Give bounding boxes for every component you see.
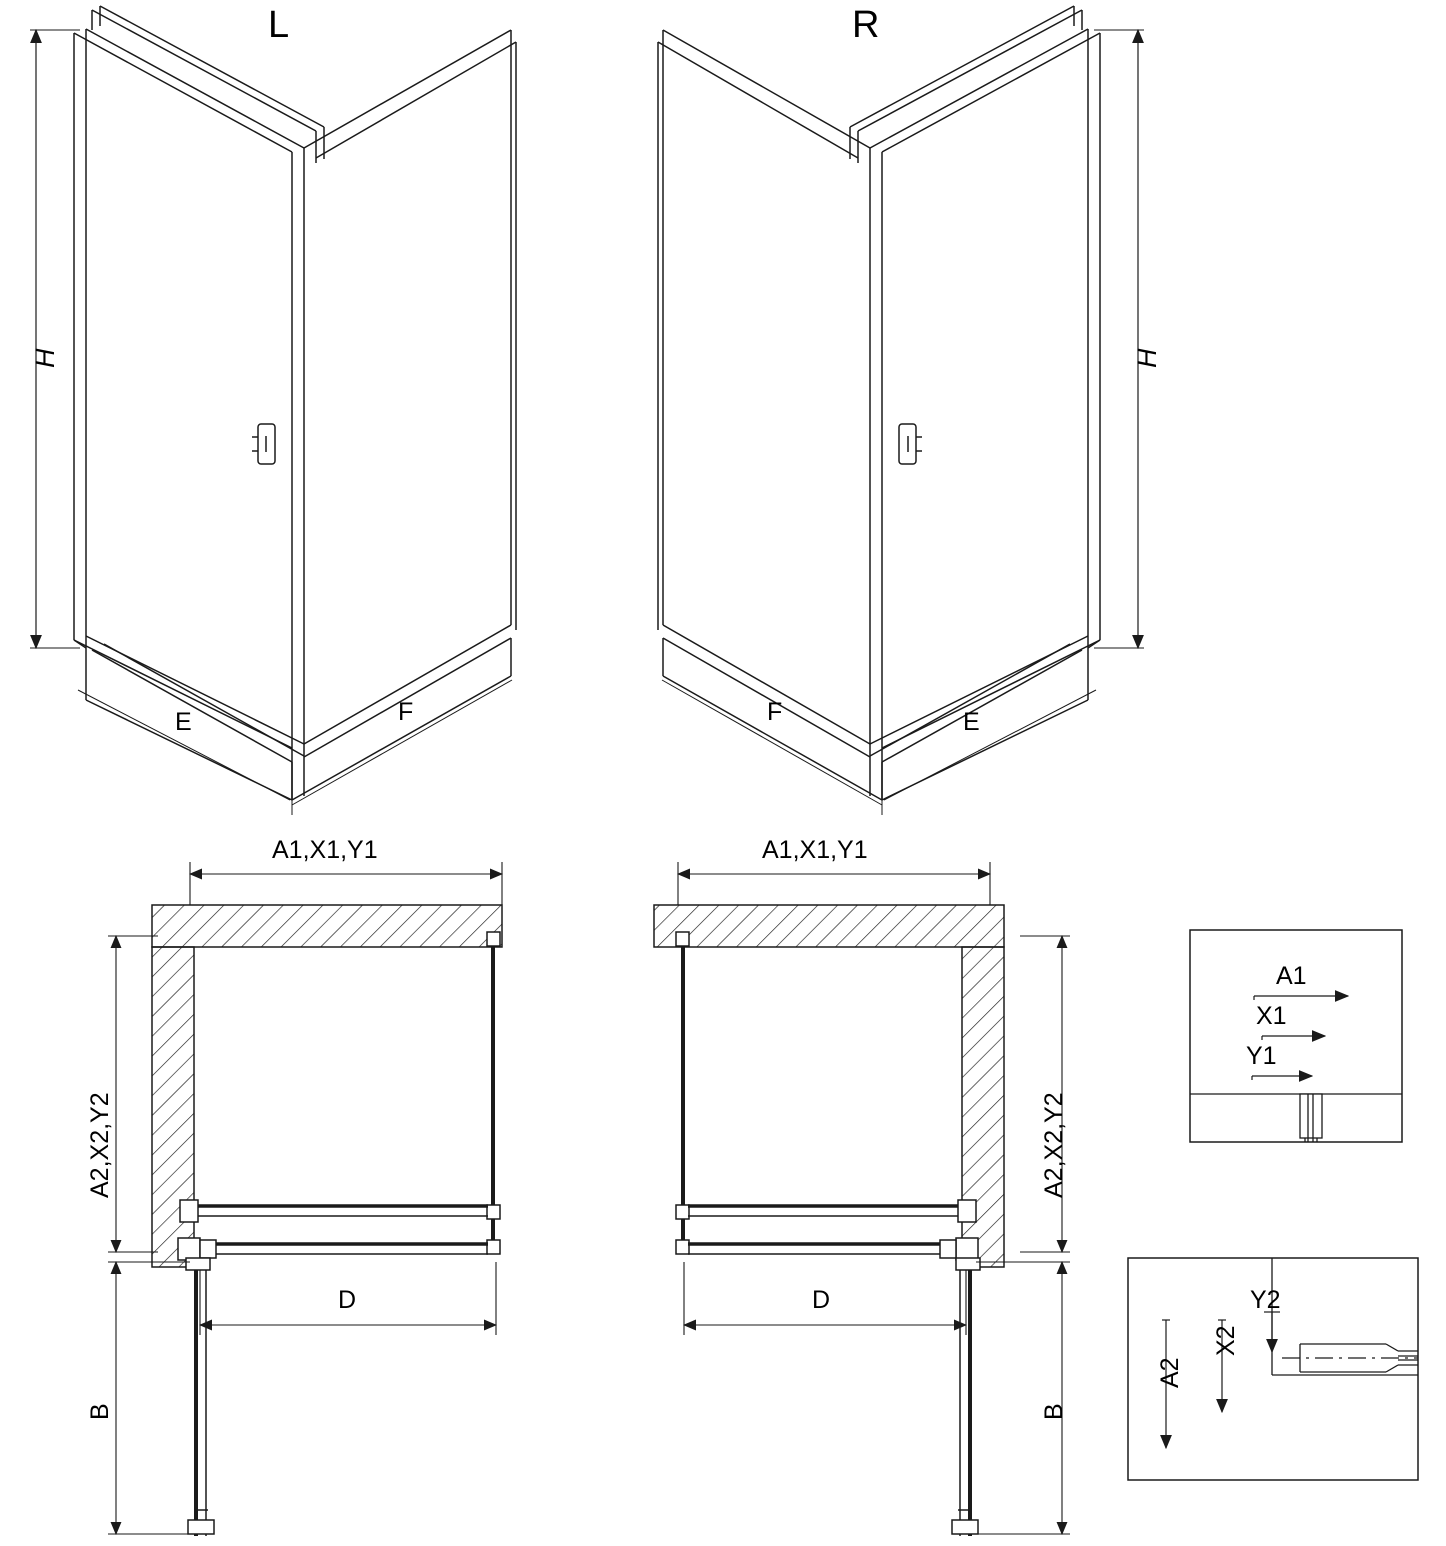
plan-right-side-dim-label: A2,X2,Y2 (1040, 1092, 1068, 1198)
iso-right-height-label: H (1132, 348, 1162, 368)
plan-view-right (654, 862, 1070, 1536)
detail-top-dim3-label: Y1 (1246, 1042, 1277, 1070)
plan-right-door-dim-label: D (812, 1286, 831, 1314)
iso-right-title: R (852, 4, 880, 46)
plan-right-top-dim-label: A1,X1,Y1 (762, 836, 868, 864)
iso-left-depth-label: E (175, 708, 192, 736)
iso-right-depth-label: E (963, 708, 980, 736)
iso-left-title: L (268, 4, 290, 46)
iso-view-right (658, 6, 1144, 815)
detail-top-dim2-label: X1 (1256, 1002, 1287, 1030)
detail-top-dim1-label: A1 (1276, 962, 1307, 990)
detail-bottom-dim2-label: X2 (1212, 1325, 1240, 1356)
plan-right-swing-dim-label: B (1040, 1403, 1068, 1420)
iso-view-left (30, 6, 516, 815)
iso-left-width-label: F (398, 698, 414, 726)
detail-bottom-dim1-label: A2 (1156, 1357, 1184, 1388)
plan-left-swing-dim-label: B (86, 1403, 114, 1420)
plan-view-left (108, 862, 502, 1536)
plan-left-top-dim-label: A1,X1,Y1 (272, 836, 378, 864)
iso-right-width-label: F (767, 698, 783, 726)
plan-left-side-dim-label: A2,X2,Y2 (86, 1092, 114, 1198)
detail-bottom-dim3-label: Y2 (1250, 1286, 1281, 1314)
iso-left-height-label: H (30, 348, 60, 368)
plan-left-door-dim-label: D (338, 1286, 357, 1314)
